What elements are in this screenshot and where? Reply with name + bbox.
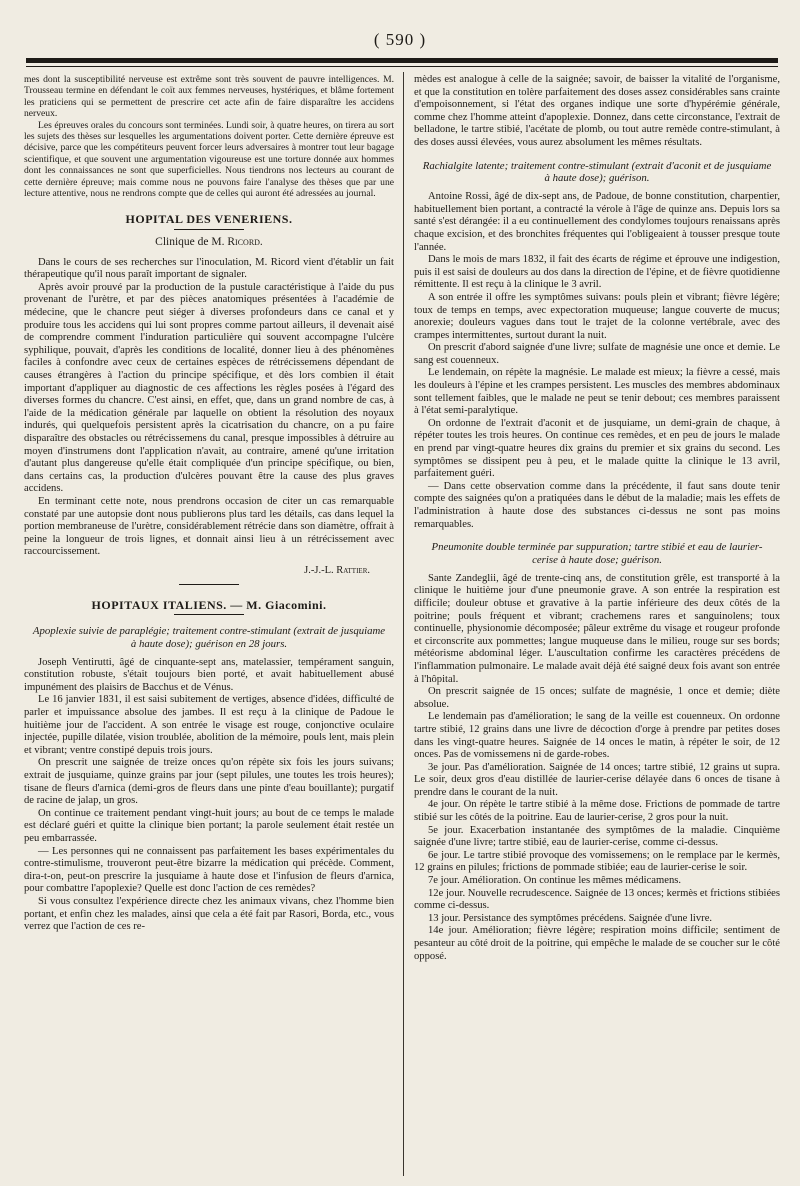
- paragraph: Sante Zandeglii, âgé de trente-cinq ans, de constitution grêle, est transporté à la clinique le huitième jour d'une pneumonie grave. A son entrée la respiration est difficile; douleur obtuse et gravative à la partie inférieure des deux côtés de la poitrine; pouls fréquent et vibrant; crachemens rares et sanguinolens; toux continuelle, physionomie décomposée; pâleur extrême du visage et rougeur profonde et circonscrite aux pommettes; langue muqueuse dans le milieu, rouge sur ses bords; météorisme abdominal léger. L'auscultation confirme les caractères précédens de l'inflammation pulmonaire. Le malade avait déjà été saigné deux fois avant son entrée à l'hôpital.: [414, 572, 780, 685]
- paragraph: 3e jour. Pas d'amélioration. Saignée de 14 onces; tartre stibié, 12 grains ut supra. Le soir, deux gros d'eau distillée de laurier-cerise délayée dans 6 onces de tisane à prendre dans le courant de la nuit.: [414, 761, 780, 798]
- right-column: [414, 74, 780, 1178]
- paragraph: mes dont la susceptibilité nerveuse est extrême sont très souvent de pauvre intelligences. M. Trousseau termine en défendant le coït aux femmes nerveuses, hystériques, et blâme fortement les praticiens qui se permettent de prescrire cet acte afin de faire disparaître les accidens nerveux.: [24, 74, 394, 120]
- paragraph: Dans le cours de ses recherches sur l'inoculation, M. Ricord vient d'établir un fait thérapeutique qu'il nous paraît important de signaler.: [24, 256, 394, 281]
- paragraph: Après avoir prouvé par la production de la pustule caractéristique à l'aide du pus provenant de l'urètre, et par des pièces anatomiques présentées à l'académie de médecine, que le chancre peut siéger à diverses profondeurs dans ce canal et y produire tous les accidens qui lui sont propres comme partout ailleurs, il devenait aisé de comprendre comment l'induration particulière qui souvent accompagne l'ulcère syphilique, pouvait, d'après les conditions de localité, donner lieu à des phénomènes faciles à confondre avec ceux de certaines espèces de rétrécissemens dépendant de causes étrangères à l'action du principe spécifique, et dès lors combien il était important d'appliquer au diagnostic de ces affections les règles posées à l'égard des diverses formes du chancre. C'est ainsi, en effet, que, dans un grand nombre de cas, à l'aide de la médication générale par laquelle on obtient la résolution des noyaux indurés, qui quelquefois persistent après la cicatrisation du chancre, on a pu faire disparaître des obstacles ou rétrécissemens du canal, presque impossibles à détruire au moyen d'instrumens dont l'application n'avait, au contraire, amené qu'une irritation d'autant plus dangereuse qu'elle était compliquée d'un principe spécifique, ou bien, dans certains cas, la production d'ulcères pouvant être la cause des plus graves accidens.: [24, 281, 394, 495]
- paragraph: On prescrit une saignée de treize onces qu'on répète six fois les jours suivans; extrait de jusquiame, quinze grains par jour (sept pilules, une toutes les trois heures); tisane de fleurs d'arnica (demi-gros de fleurs dans une pinte d'eau bouillante); purgatif de racine de jalap, un gros.: [24, 757, 394, 807]
- signature: J.-J.-L. Rattier.: [304, 564, 370, 576]
- paragraph: 13 jour. Persistance des symptômes précédens. Saignée d'une livre.: [428, 912, 713, 924]
- paragraph: mèdes est analogue à celle de la saignée; savoir, de baisser la vitalité de l'organisme, et que la constitution en tolère parfaitement des doses assez considérables sans crainte d'empoisonnement, si l'état des organes indique une sorte d'hypérémie générale, comme chez l'homme atteint d'apoplexie. Donnez, dans cette circonstance, l'extrait de belladone, le tartre stibié, l'acétate de plomb, ou tout autre remède contre-stimulant, à des doses aussi élevées, vous aurez absolument les mêmes résultats.: [414, 74, 780, 148]
- clinique-heading: [24, 236, 394, 249]
- paragraph: 6e jour. Le tartre stibié provoque des vomissemens; on le remplace par le kermès, 12 grains en pilules; frictions de pommade stibiée; eau de laurier-cerise le soir.: [414, 849, 780, 874]
- paragraph: Dans le mois de mars 1832, il fait des écarts de régime et éprouve une indigestion, puis il est saisi de douleurs au dos dans la direction de l'épine, et de fièvre quotidienne rémittente. Il est reçu à la clinique le 3 avril.: [414, 254, 780, 291]
- clinique-name: Ricord.: [227, 236, 263, 249]
- case-title: Apoplexie suivie de paraplégie; traitement contre-stimulant (extrait de jusquiame à haute dose); guérison en 28 jours.: [32, 625, 386, 650]
- section-rule: [179, 584, 239, 585]
- case-title: Rachialgite latente; traitement contre-stimulant (extrait d'aconit et de jusquiame à haute dose); guérison.: [422, 159, 772, 185]
- case-title: Pneumonite double terminée par suppuration; tartre stibié et eau de laurier-cerise à haute dose; guérison.: [431, 541, 763, 566]
- header-rule-thin: [26, 66, 778, 67]
- paragraph: Les épreuves orales du concours sont terminées. Lundi soir, à quatre heures, on tirera au sort les sujets des thèses sur lesquelles les argumentations doivent porter. Cette dernière épreuve est décisive, parce que les compétiteurs peuvent forcer leurs adversaires à montrer tout leur bagage scientifique, et que souvent une argumentation vigoureuse est une torture donnée aux hommes dont les connaissances ne sont que superficielles. Nous tiendrons nos lecteurs au courant de cette dernière épreuve; mais comme nous ne pouvons faire l'analyse des thèses que par une lecture attentive, nous ne rendrons compte que de celles qui auront été adressées au journal.: [24, 119, 394, 200]
- clinique-prefix: Clinique de M.: [155, 236, 228, 249]
- paragraph: 4e jour. On répète le tartre stibié à la même dose. Frictions de pommade de tartre stibié sur les côtés de la poitrine. Eau de laurier-cerise, 2 gros pour la nuit.: [414, 799, 780, 824]
- left-column: [24, 74, 394, 1178]
- page-number: ( 590 ): [373, 30, 427, 49]
- paragraph: On continue ce traitement pendant vingt-huit jours; au bout de ce temps le malade est déclaré guéri et quitte la clinique bien portant; la parole seulement était restée un peu embarrassée.: [24, 807, 394, 844]
- paragraph: 12e jour. Nouvelle recrudescence. Saignée de 13 onces; kermès et frictions stibiées comme ci-dessus.: [414, 887, 780, 912]
- paragraph: 7e jour. Amélioration. On continue les mêmes médicamens.: [428, 875, 682, 887]
- paragraph: Antoine Rossi, âgé de dix-sept ans, de Padoue, de bonne constitution, charpentier, habituellement bien portant, a contracté la vérole à l'âge de quinze ans. Depuis lors sa santé s'est dérangée: il a eu continuellement des condylomes toujours renaissans après chaque excision, et des bronchites fréquentes qui l'obligeaient à tousser presque toute l'année.: [414, 191, 780, 253]
- paragraph: A son entrée il offre les symptômes suivans: pouls plein et vibrant; fièvre légère; toux de temps en temps, avec expectoration muqueuse; langue couverte de mucus; anorexie; douleurs vagues dans tout le trajet de la colonne vertébrale, avec des crampes intermittentes, surtout durant la nuit.: [414, 291, 780, 341]
- paragraph: Le lendemain, on répète la magnésie. Le malade est mieux; la fièvre a cessé, mais les douleurs à l'épine et les crampes persistent. Les muscles des membres abdominaux sont tellement faibles, que le malade ne peut se tenir debout; ces membres paraissent à l'état semi-paralytique.: [414, 367, 780, 417]
- paragraph: En terminant cette note, nous prendrons occasion de citer un cas remarquable constaté par une autopsie dont nous publierons plus tard les détails, cas dans lequel la portion membraneuse de l'urètre, considérablement rétrécie dans son diamètre, offrait à peine la longueur de trois lignes, et donnait ainsi lieu à un rétrécissement avec raccourcissement.: [24, 495, 394, 558]
- paragraph: 14e jour. Amélioration; fièvre légère; respiration moins difficile; sentiment de pesanteur au côté droit de la poitrine, qui empêche le malade de se coucher sur le côté opposé.: [414, 925, 780, 962]
- paragraph: Le lendemain pas d'amélioration; le sang de la veille est couenneux. On ordonne tartre stibié, 12 grains dans une livre de décoction d'orge à prendre par petites doses dans les vingt-quatre heures. Saignée de 14 onces le matin, à répéter le soir, de 12 onces. Pas de vomissemens ni de garde-robes.: [414, 711, 780, 761]
- paragraph: Joseph Ventirutti, âgé de cinquante-sept ans, matelassier, tempérament sanguin, constitution robuste, s'était toujours bien porté, et avait habituellement abusé impunément des plaisirs de Bacchus et de Vénus.: [24, 656, 394, 693]
- column-divider: [403, 72, 404, 1176]
- paragraph: On prescrit d'abord saignée d'une livre; sulfate de magnésie une once et demie. Le sang est couenneux.: [414, 342, 780, 366]
- section-rule: [174, 614, 244, 615]
- paragraph: Le 16 janvier 1831, il est saisi subitement de vertiges, absence d'idées, difficulté de parler et impuissance absolue des jambes. Il est reçu à la clinique de Padoue le huitième jour de l'accident. A son entrée le visage est rouge, conjonctive oculaire injectée, pupille dilatée, vision troublée, abolition de la mémoire, pouls lent, mais plein et vibrant; ventre constipé depuis trois jours.: [24, 694, 394, 756]
- section-title-hopital-veneriens: HOPITAL DES VENERIENS.: [125, 212, 293, 227]
- paragraph: — Les personnes qui ne connaissent pas parfaitement les bases expérimentales du contre-stimulisme, trouveront peut-être bizarre la médication qui précède. Comment, dira-t-on, peut-on prescrire la jusquiame à haute dose et l'infusion de fleurs d'arnica, pour combattre l'apoplexie? Quelle est donc l'action de ces remèdes?: [24, 845, 394, 895]
- section-rule: [174, 229, 244, 230]
- paragraph: 5e jour. Exacerbation instantanée des symptômes de la maladie. Cinquième saignée d'une livre; tartre stibié, eau de laurier-cerise, comme ci-dessus.: [414, 824, 780, 849]
- paragraph: Si vous consultez l'expérience directe chez les animaux vivans, chez l'homme bien portant, et enfin chez les malades, ainsi que cela a été fait par Rasori, Borda, etc., vous verrez que l'action de ces re-: [24, 895, 394, 933]
- section-title-hopitaux-italiens: HOPITAUX ITALIENS. — M. Giacomini.: [91, 597, 327, 612]
- header-rule-thick: [26, 58, 778, 63]
- paragraph: On prescrit saignée de 15 onces; sulfate de magnésie, 1 once et demie; diète absolue.: [414, 686, 780, 710]
- paragraph: — Dans cette observation comme dans la précédente, il faut sans doute tenir compte des saignées qu'on a pratiquées dans le début de la maladie; mais les effets de l'administration à haute dose des substances ci-dessus ne sont pas moins remarquables.: [414, 480, 780, 530]
- paragraph: On ordonne de l'extrait d'aconit et de jusquiame, un demi-grain de chaque, à répéter toutes les trois heures. On continue ces remèdes, et en peu de jours le malade en prend par vingt-quatre heures dix grains du premier et six grains du second. Les symptômes se dissipent peu à peu, et le malade quitte la clinique le 13 avril, parfaitement guéri.: [414, 417, 780, 480]
